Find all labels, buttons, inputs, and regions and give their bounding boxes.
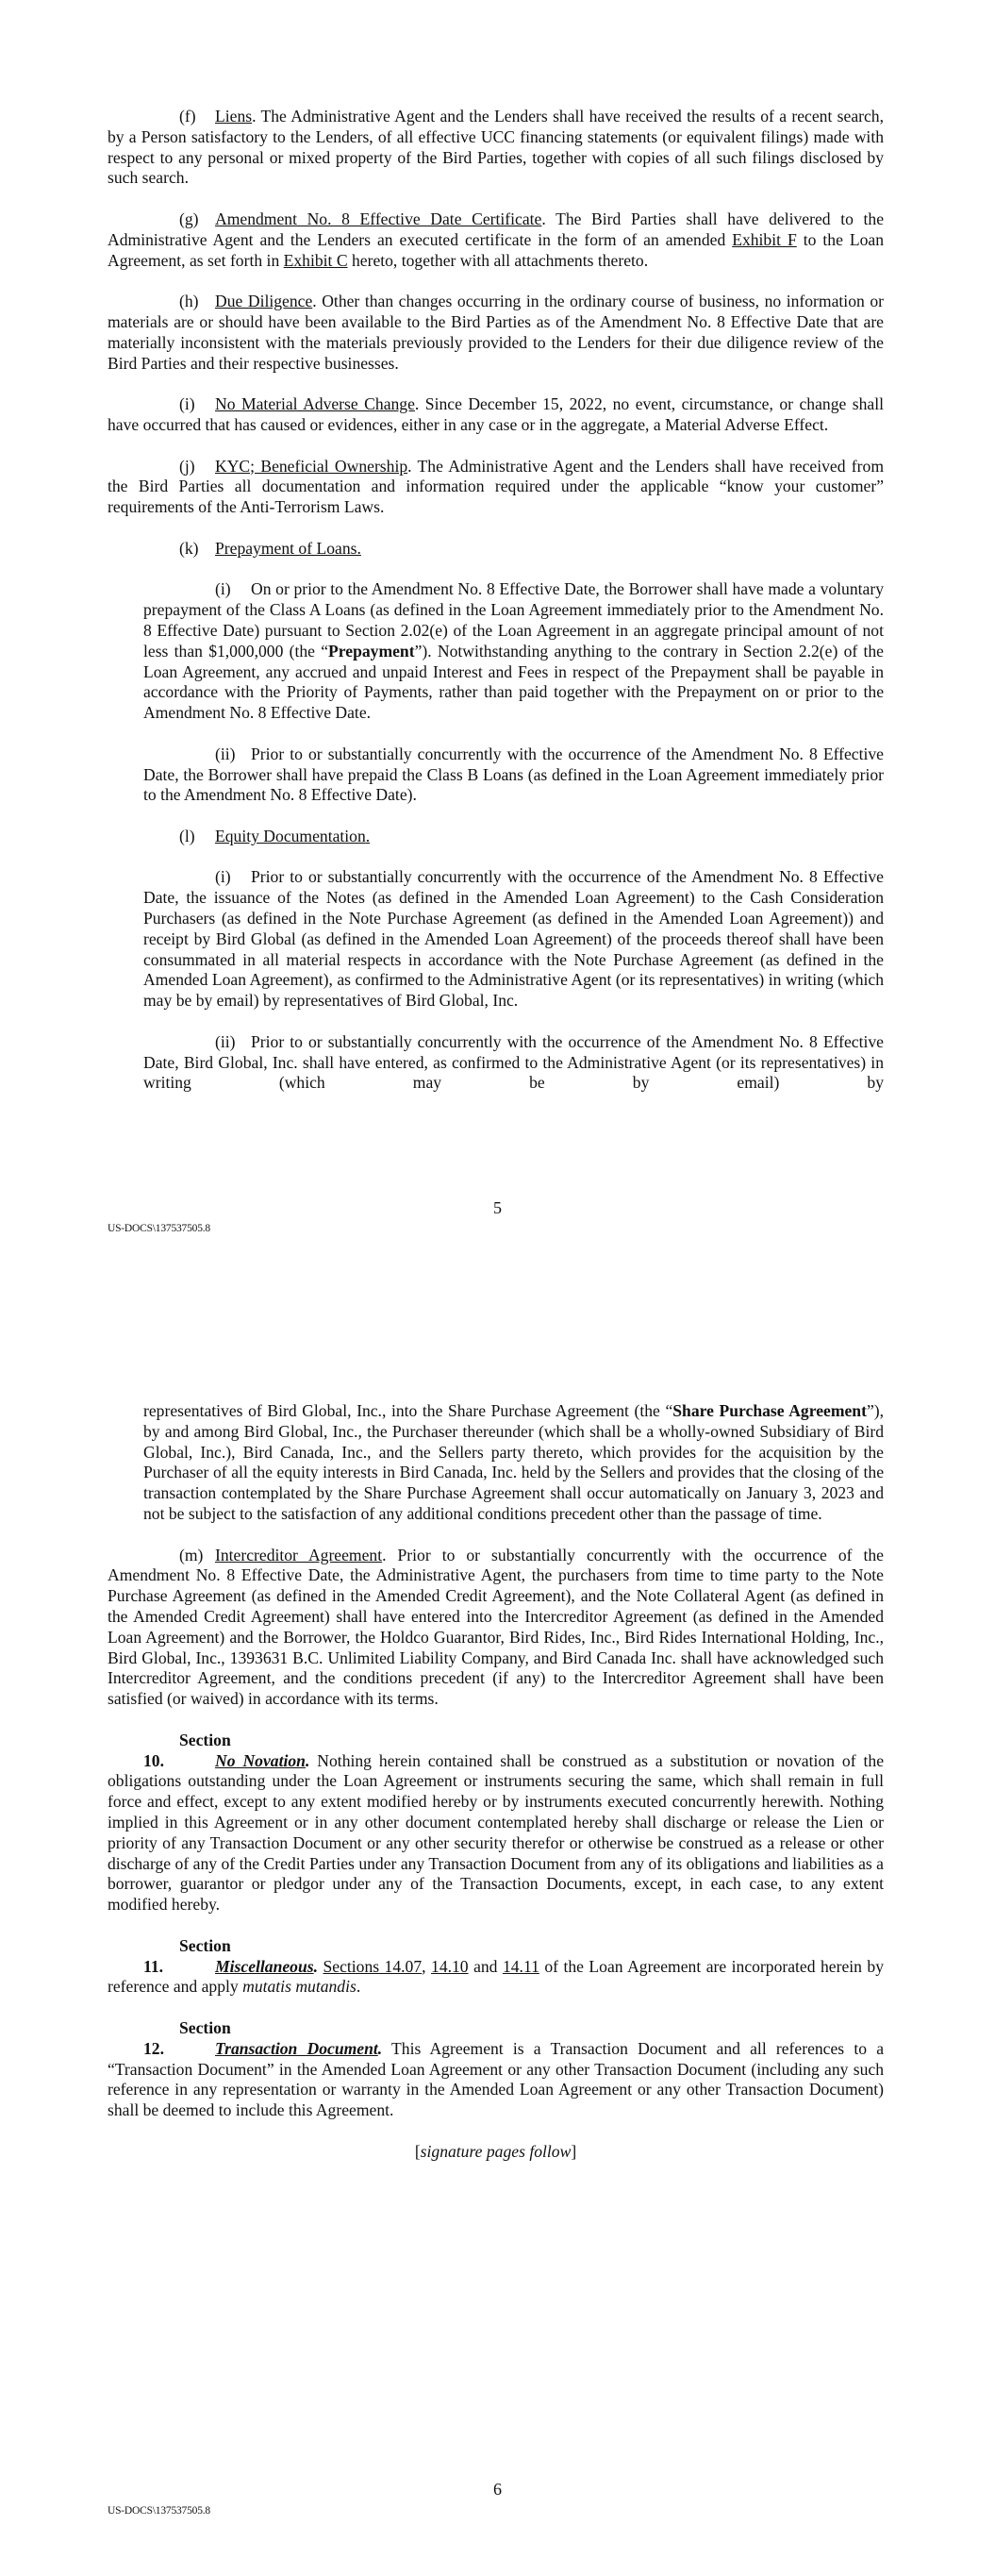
section-label: Section 10.: [143, 1730, 231, 1770]
clause-text: On or prior to the Amendment No. 8 Effective Date, the Borrower shall have made a voluntary prepayment of the Class A Loans (as defined in the Loan Agreement immediately prior to the Amendment No. 8 Effective Date) pursuant to Section 2.02(e) of the Loan Agreement in an aggregate principal amount of not less than $1,000,000 (the “: [143, 579, 884, 661]
clause-h: [108, 292, 884, 374]
clause-label: (ii): [215, 744, 236, 763]
clause-label: (h): [179, 292, 199, 311]
clause-title: Amendment No. 8 Effective Date Certificate: [215, 209, 542, 228]
section-14-10-link[interactable]: 14.10: [431, 1956, 469, 1976]
clause-text: . The Administrative Agent and the Lenders shall have received from the Bird Parties all documentation and information required under the applicable “know your customer” requirements of the Anti-Terrorism Laws.: [108, 456, 884, 517]
exhibit-f-link[interactable]: Exhibit F: [732, 229, 797, 249]
separator: ,: [422, 1956, 432, 1976]
clause-label: (j): [179, 456, 195, 476]
defined-term: Share Purchase Agreement: [672, 1401, 867, 1420]
clause-g: [108, 209, 884, 271]
clause-text: representatives of Bird Global, Inc., into the Share Purchase Agreement (the “: [143, 1401, 673, 1420]
clause-label: (f): [179, 107, 196, 125]
section-label: Section 12.: [143, 2017, 231, 2058]
doc-id: US-DOCS\137537505.8: [108, 2505, 210, 2517]
section-title: Miscellaneous: [215, 1956, 314, 1976]
clause-f: [108, 107, 884, 189]
clause-title-end: .: [357, 538, 361, 558]
clause-l-i: [143, 867, 884, 1012]
clause-title: Intercreditor Agreement: [215, 1545, 383, 1564]
section-label: Section 11.: [143, 1935, 231, 1976]
clause-title: Liens: [215, 107, 253, 125]
page-6-body: [108, 1401, 884, 2183]
clause-text: ”), by and among Bird Global, Inc., the Purchaser thereunder (which shall be a wholly-owned Subsidiary of Bird Global, Inc.), Bird Canada, Inc., and the Sellers party thereto, which provides for the acquisition by the Purchaser of all the equity interests in Bird Canada, Inc. held by the Sellers and provides that the closing of the transaction contemplated by the Share Purchase Agreement shall occur automatically on January 3, 2023 and not be subject to the satisfaction of any additional conditions precedent other than the passage of time.: [143, 1401, 885, 1523]
clause-text: . Since December 15, 2022, no event, circumstance, or change shall have occurred that has caused or evidences, either in any case or in the aggregate, a Material Adverse Effect.: [108, 394, 884, 434]
section-10: [108, 1731, 884, 1915]
clause-label: (i): [215, 579, 231, 599]
latin-phrase: mutatis mutandis: [242, 1977, 357, 1997]
clause-label: (g): [179, 209, 199, 228]
clause-text: to the Loan Agreement, as set forth in: [108, 229, 884, 270]
clause-label: (i): [215, 867, 231, 887]
bracket: ]: [571, 2141, 577, 2161]
section-title-end: .: [305, 1750, 310, 1770]
clause-label: (m): [179, 1545, 204, 1564]
clause-text: Prior to or substantially concurrently with the occurrence of the Amendment No. 8 Effective Date, the issuance of the Notes (as defined in the Amended Loan Agreement) to the Cash Consideration Purchasers (as defined in the Note Purchase Agreement (as defined in the Amended Loan Agreement)) and receipt by Bird Global (as defined in the Amended Loan Agreement) of the proceeds thereof shall have been consummated in all material respects in accordance with the Note Purchase Agreement (as defined in the Amended Loan Agreement), as confirmed to the Administrative Agent (or its representatives) in writing (which may be by email) by representatives of Bird Global, Inc.: [143, 867, 884, 1011]
clause-title: Equity Documentation: [215, 826, 366, 845]
signature-pages-note: [108, 2142, 884, 2163]
page-number: 5: [493, 1198, 502, 1217]
section-text: This Agreement is a Transaction Document and all references to a “Transaction Document” in the Amended Loan Agreement or any other Transaction Document (including any such reference in any representation or warranty in the Amended Loan Agreement or any other Transaction Document) shall be deemed to include this Agreement.: [108, 2038, 884, 2120]
signature-note-text: signature pages follow: [420, 2141, 572, 2161]
clause-k: [108, 539, 884, 560]
clause-l-ii: [143, 1032, 884, 1094]
clause-text: Prior to or substantially concurrently with the occurrence of the Amendment No. 8 Effective Date, the Borrower shall have prepaid the Class B Loans (as defined in the Loan Agreement immediately prior to the Amendment No. 8 Effective Date).: [143, 744, 884, 805]
clause-text-continued: [143, 1401, 884, 1525]
clause-i: [108, 394, 884, 436]
clause-j: [108, 457, 884, 518]
clause-l-subitems: [108, 867, 884, 1094]
clause-title: No Material Adverse Change: [215, 394, 415, 414]
bracket: [: [414, 2141, 421, 2161]
clause-text: . The Administrative Agent and the Lenders shall have received the results of a recent search, by a Person satisfactory to the Lenders, of all effective UCC financing statements (or equivalent filings) made with respect to any personal or mixed property of the Bird Parties, together with copies of all such filings disclosed by such search.: [108, 107, 884, 188]
clause-label: (k): [179, 538, 199, 558]
section-12: [108, 2018, 884, 2121]
exhibit-c-link[interactable]: Exhibit C: [283, 250, 348, 270]
section-title: Transaction Document: [215, 2038, 378, 2058]
clause-text: ”). Notwithstanding anything to the contrary in Section 2.2(e) of the Loan Agreement, any accrued and unpaid Interest and Fees in respect of the Prepayment shall be payable in accordance with the Priority of Payments, rather than paid together with the Prepayment on or prior to the Amendment No. 8 Effective Date.: [143, 641, 884, 723]
clause-label: (l): [179, 826, 195, 845]
section-title: No Novation: [215, 1750, 306, 1770]
clause-title: KYC; Beneficial Ownership: [215, 456, 408, 476]
clause-k-ii: [143, 744, 884, 806]
section-title-end: .: [313, 1956, 318, 1976]
clause-k-subitems: [108, 579, 884, 806]
page-number: 6: [493, 2480, 502, 2499]
clause-title: Prepayment of Loans: [215, 538, 357, 558]
clause-text: . The Bird Parties shall have delivered to the Administrative Agent and the Lenders an executed certificate in the form of an amended: [108, 209, 885, 249]
section-text: Nothing herein contained shall be construed as a substitution or novation of the obligations outstanding under the Loan Agreement or instruments securing the same, which shall remain in full force and effect, except to any extent modified hereby or by instruments executed concurrently herewith. Nothing implied in this Agreement or in any other document contemplated hereby shall discharge or release the Lien or priority of any Transaction Document or any other security therefor or otherwise be construed as a release or other discharge of any of the Credit Parties under any Transaction Document from any of its obligations and liabilities as a borrower, guarantor or pledgor under any of the Transaction Documents, except, in each case, to any extent modified hereby.: [108, 1750, 885, 1915]
section-14-11-link[interactable]: 14.11: [502, 1956, 539, 1976]
section-14-07-link[interactable]: Sections 14.07: [323, 1956, 423, 1976]
section-text: of the Loan Agreement are incorporated herein by reference and apply: [108, 1956, 885, 1997]
clause-title: Due Diligence: [215, 292, 313, 311]
clause-text: Prior to or substantially concurrently with the occurrence of the Amendment No. 8 Effective Date, Bird Global, Inc. shall have entered, as confirmed to the Administrative Agent (or its representatives) in writing (which may be by email) by: [143, 1031, 884, 1093]
clause-text: hereto, together with all attachments thereto.: [347, 250, 649, 270]
clause-text: . Prior to or substantially concurrently with the occurrence of the Amendment No. 8 Effective Date, the Administrative Agent, the purchasers from time to time party to the Note Purchase Agreement (as defined in the Amended Credit Agreement), and the Note Collateral Agent (as defined in the Amended Credit Agreement) shall have entered into the Intercreditor Agreement (as defined in the Amended Loan Agreement) and the Borrower, the Holdco Guarantor, Bird Rides, Inc., Bird Rides International Holding, Inc., Bird Global, Inc., 1393631 B.C. Unlimited Liability Company, and Bird Canada Inc. shall have acknowledged such Intercreditor Agreement, and the conditions precedent (if any) to the Intercreditor Agreement shall have been satisfied (or waived) in accordance with its terms.: [108, 1545, 884, 1709]
page-5-body: [108, 107, 884, 1114]
clause-l: [108, 827, 884, 847]
section-text: .: [356, 1977, 361, 1997]
clause-m: [108, 1546, 884, 1710]
defined-term: Prepayment: [328, 641, 415, 661]
clause-label: (ii): [215, 1031, 236, 1051]
section-title-end: .: [377, 2038, 383, 2058]
clause-l-ii-continued: [108, 1401, 884, 1525]
doc-id: US-DOCS\137537505.8: [108, 1223, 210, 1234]
clause-label: (i): [179, 394, 195, 414]
clause-text: . Other than changes occurring in the ordinary course of business, no information or materials are or should have been available to the Bird Parties as of the Amendment No. 8 Effective Date that are materially inconsistent with the materials previously provided to the Lenders for their due diligence review of the Bird Parties and their respective businesses.: [108, 292, 884, 373]
separator: and: [468, 1956, 503, 1976]
section-11: [108, 1936, 884, 1998]
clause-k-i: [143, 579, 884, 724]
clause-title-end: .: [365, 826, 371, 845]
